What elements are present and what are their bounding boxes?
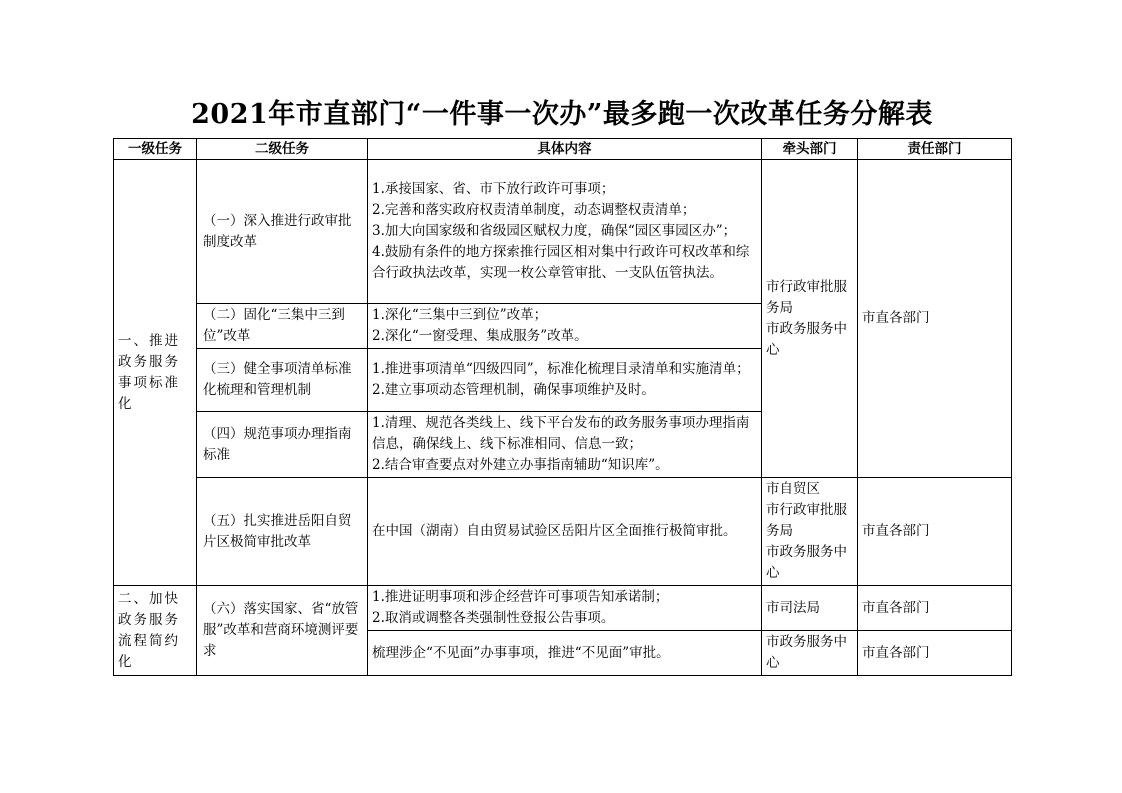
content-line: 1.推进事项清单“四级四同”，标准化梳理目录清单和实施清单；	[372, 361, 750, 377]
header-resp-dept: 责任部门	[858, 139, 1012, 160]
resp-dept-cell: 市直各部门	[858, 631, 1012, 676]
content-line: 2.建立事项动态管理机制，确保事项维护及时。	[372, 382, 655, 398]
resp-dept-cell: 市直各部门	[858, 478, 1012, 586]
header-content: 具体内容	[368, 139, 762, 160]
task-table	[113, 138, 1012, 676]
content-line: 1.推进证明事项和涉企经营许可事项告知承诺制；	[372, 589, 669, 605]
content-line: 1.清理、规范各类线上、线下平台发布的政务服务事项办理指南信息，确保线上、线下标准相同、信息一致；	[372, 415, 750, 452]
level2-task-cell: （五）扎实推进岳阳自贸片区极简审批改革	[197, 478, 368, 586]
level2-task-cell: （一）深入推进行政审批制度改革	[197, 160, 368, 304]
content-cell	[368, 349, 762, 412]
content-line: 2.结合审查要点对外建立办事指南辅助“知识库”。	[372, 457, 669, 473]
lead-dept-cell: 市司法局	[762, 586, 858, 631]
content-line: 梳理涉企“不见面”办事事项，推进“不见面”审批。	[372, 644, 670, 661]
resp-dept-cell: 市直各部门	[858, 160, 1012, 478]
lead-dept-cell: 市自贸区 市行政审批服务局 市政务服务中心	[762, 478, 858, 586]
table-row	[114, 586, 1012, 631]
content-line: 3.加大向国家级和省级园区赋权力度，确保“园区事园区办”；	[372, 223, 737, 239]
content-line: 2.取消或调整各类强制性登报公告事项。	[372, 610, 615, 626]
lead-dept-cell: 市政务服务中心	[762, 631, 858, 676]
content-cell	[368, 160, 762, 304]
content-line: 4.鼓励有条件的地方探索推行园区相对集中行政许可权改革和综合行政执法改革，实现一枚公章管审批、一支队伍管执法。	[372, 244, 750, 281]
header-lead-dept: 牵头部门	[762, 139, 858, 160]
level2-task-cell: （二）固化“三集中三到位”改革	[197, 304, 368, 349]
content-cell	[368, 304, 762, 349]
table-row	[114, 160, 1012, 304]
content-line: 1.承接国家、省、市下放行政许可事项；	[372, 181, 615, 197]
level1-task-cell: 二、加快政务服务流程简约化	[114, 586, 197, 676]
content-cell	[368, 412, 762, 478]
content-cell	[368, 478, 762, 586]
resp-dept-cell: 市直各部门	[858, 586, 1012, 631]
level2-task-cell: （四）规范事项办理指南标准	[197, 412, 368, 478]
content-cell	[368, 586, 762, 631]
content-line: 1.深化“三集中三到位”改革；	[372, 307, 548, 323]
table-header-row	[114, 139, 1012, 160]
document-title: 2021年市直部门“一件事一次办”最多跑一次改革任务分解表	[191, 99, 933, 130]
content-line: 在中国（湖南）自由贸易试验区岳阳片区全面推行极简审批。	[372, 523, 737, 539]
content-line: 2.深化“一窗受理、集成服务”改革。	[372, 328, 588, 344]
level1-task-cell: 一、推进政务服务事项标准化	[114, 160, 197, 586]
level2-task-cell: （六）落实国家、省“放管服”改革和营商环境测评要求	[197, 586, 368, 676]
content-line: 2.完善和落实政府权责清单制度，动态调整权责清单；	[372, 202, 696, 218]
lead-dept-cell: 市行政审批服务局 市政务服务中心	[762, 160, 858, 478]
header-level1: 一级任务	[114, 139, 197, 160]
header-level2: 二级任务	[197, 139, 368, 160]
content-cell	[368, 631, 762, 676]
level2-task-cell: （三）健全事项清单标准化梳理和管理机制	[197, 349, 368, 412]
table-row	[114, 478, 1012, 586]
